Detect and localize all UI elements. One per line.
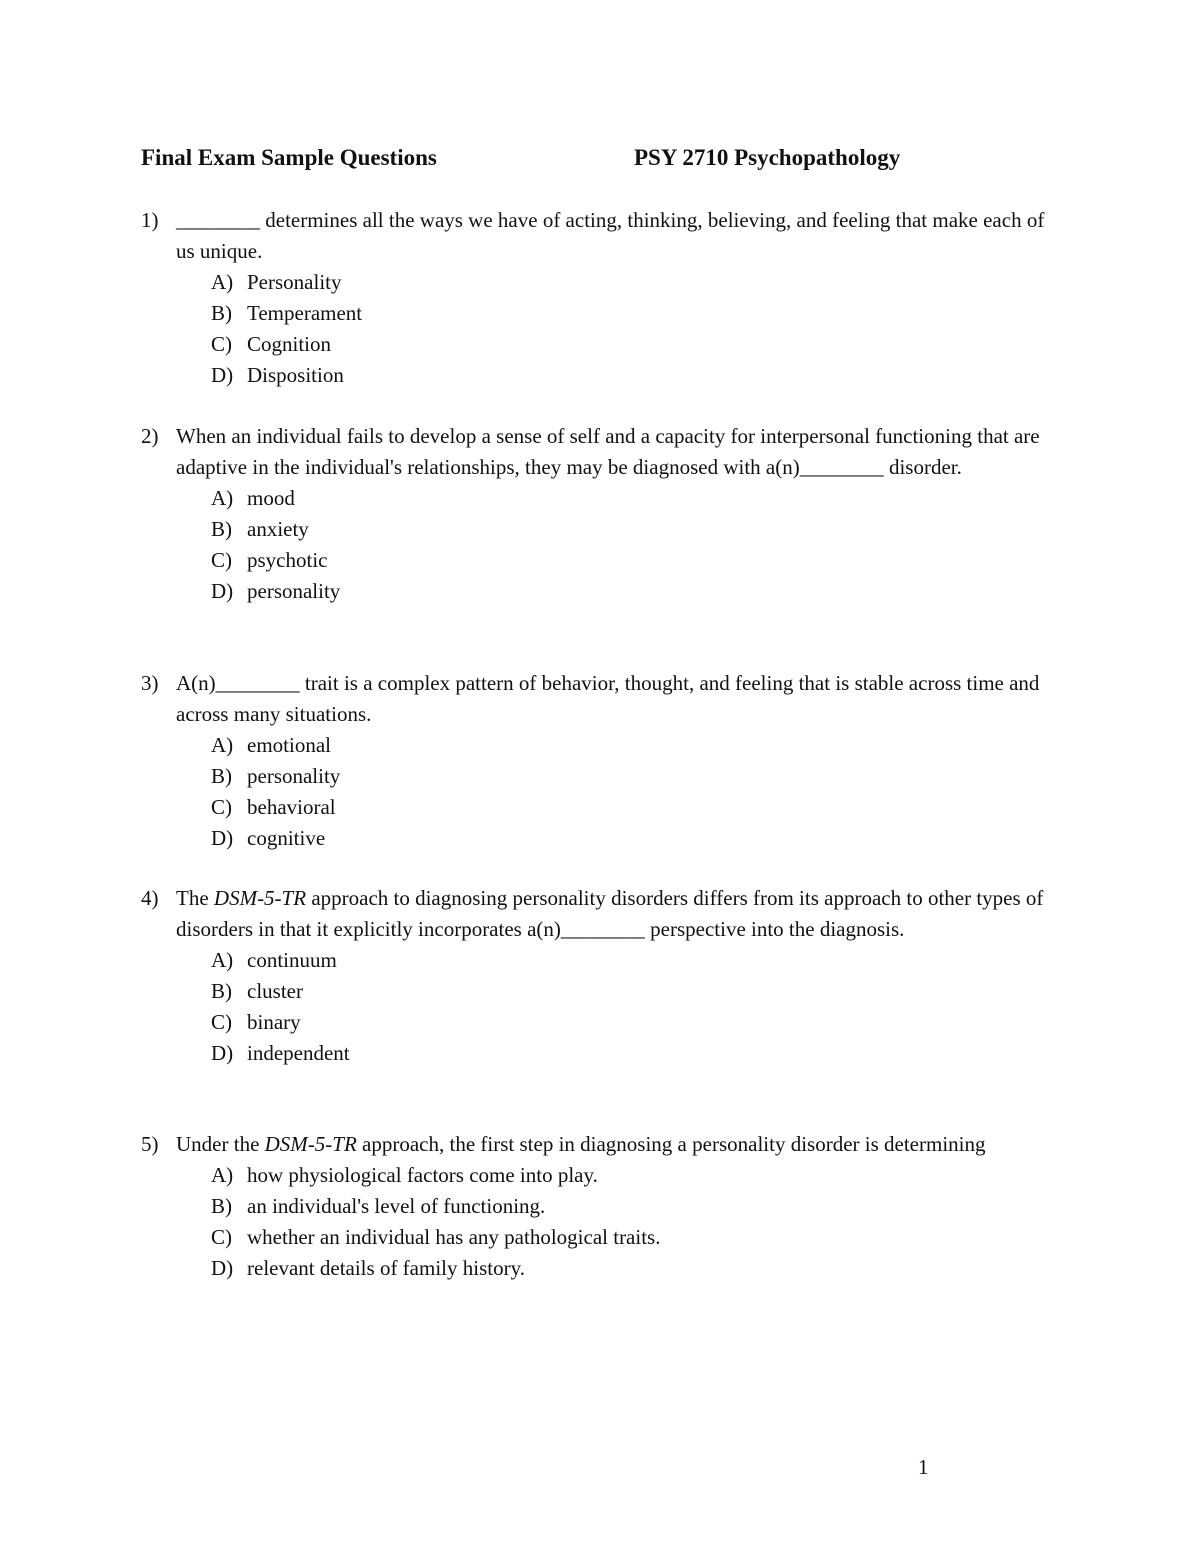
answer-options bbox=[211, 267, 1061, 391]
option-letter: B) bbox=[211, 979, 232, 1003]
option-text: behavioral bbox=[247, 795, 336, 819]
option-d bbox=[211, 1253, 1061, 1284]
option-letter: D) bbox=[211, 1256, 234, 1280]
option-c bbox=[211, 329, 1061, 360]
option-text: Temperament bbox=[247, 301, 363, 325]
option-a bbox=[211, 1160, 1061, 1191]
option-letter: C) bbox=[211, 1225, 232, 1249]
answer-options bbox=[211, 1160, 1061, 1284]
stem-text: approach, the first step in diagnosing a personality disorder is determining bbox=[356, 1132, 986, 1156]
option-text: anxiety bbox=[247, 517, 309, 541]
option-text: Disposition bbox=[247, 363, 344, 387]
exam-title: Final Exam Sample Questions bbox=[141, 145, 437, 170]
option-text: personality bbox=[247, 579, 341, 603]
option-letter: B) bbox=[211, 301, 232, 325]
option-d bbox=[211, 360, 1061, 391]
option-text: personality bbox=[247, 764, 341, 788]
option-text: binary bbox=[247, 1010, 301, 1034]
option-a bbox=[211, 267, 1061, 298]
option-text: mood bbox=[247, 486, 295, 510]
option-letter: A) bbox=[211, 270, 234, 294]
question-stem bbox=[176, 668, 1061, 730]
stem-text: A(n)________ trait is a complex pattern of behavior, thought, and feeling that is stable across time and across many situations. bbox=[176, 671, 1040, 726]
question-stem bbox=[176, 1129, 1061, 1160]
option-letter: B) bbox=[211, 1194, 232, 1218]
dsm-title: DSM-5-TR bbox=[213, 886, 307, 910]
option-d bbox=[211, 1038, 1061, 1069]
option-text: psychotic bbox=[247, 548, 328, 572]
question-number: 4) bbox=[141, 886, 159, 910]
option-text: cognitive bbox=[247, 826, 326, 850]
option-c bbox=[211, 545, 1061, 576]
option-d bbox=[211, 823, 1061, 854]
page-number: 1 bbox=[918, 1455, 929, 1479]
question-number: 2) bbox=[141, 424, 159, 448]
question-1 bbox=[141, 205, 1061, 391]
option-text: independent bbox=[247, 1041, 350, 1065]
stem-text: Under the bbox=[176, 1132, 265, 1156]
option-letter: D) bbox=[211, 579, 234, 603]
question-2 bbox=[141, 421, 1061, 607]
option-d bbox=[211, 576, 1061, 607]
option-letter: D) bbox=[211, 826, 234, 850]
option-c bbox=[211, 1222, 1061, 1253]
question-stem bbox=[176, 883, 1061, 945]
question-5 bbox=[141, 1129, 1061, 1284]
option-letter: C) bbox=[211, 332, 232, 356]
dsm-title: DSM-5-TR bbox=[264, 1132, 357, 1156]
option-text: an individual's level of functioning. bbox=[247, 1194, 546, 1218]
option-letter: C) bbox=[211, 795, 232, 819]
option-b bbox=[211, 761, 1061, 792]
option-a bbox=[211, 730, 1061, 761]
option-text: Personality bbox=[247, 270, 342, 294]
option-b bbox=[211, 1191, 1061, 1222]
option-c bbox=[211, 1007, 1061, 1038]
option-letter: B) bbox=[211, 764, 232, 788]
question-number: 3) bbox=[141, 671, 159, 695]
option-b bbox=[211, 514, 1061, 545]
question-number: 1) bbox=[141, 208, 159, 232]
question-stem bbox=[176, 205, 1061, 267]
question-stem bbox=[176, 421, 1061, 483]
option-text: how physiological factors come into play. bbox=[247, 1163, 598, 1187]
option-text: cluster bbox=[247, 979, 303, 1003]
question-4 bbox=[141, 883, 1061, 1069]
option-b bbox=[211, 976, 1061, 1007]
option-text: continuum bbox=[247, 948, 337, 972]
option-text: whether an individual has any pathological traits. bbox=[247, 1225, 661, 1249]
option-text: Cognition bbox=[247, 332, 332, 356]
option-letter: A) bbox=[211, 1163, 234, 1187]
question-number: 5) bbox=[141, 1132, 159, 1156]
option-letter: D) bbox=[211, 363, 234, 387]
course-title: PSY 2710 Psychopathology bbox=[634, 145, 901, 170]
answer-options bbox=[211, 483, 1061, 607]
stem-text: The bbox=[176, 886, 214, 910]
option-letter: A) bbox=[211, 733, 234, 757]
option-a bbox=[211, 483, 1061, 514]
stem-text: When an individual fails to develop a sense of self and a capacity for interpersonal functioning that are adaptive in the individual's relationships, they may be diagnosed with a(n)________ disorder. bbox=[176, 424, 1040, 479]
answer-options bbox=[211, 730, 1061, 854]
stem-text: ________ determines all the ways we have of acting, thinking, believing, and feeling that make each of us unique. bbox=[176, 208, 1045, 263]
option-a bbox=[211, 945, 1061, 976]
answer-options bbox=[211, 945, 1061, 1069]
option-text: emotional bbox=[247, 733, 331, 757]
option-letter: C) bbox=[211, 548, 232, 572]
option-letter: A) bbox=[211, 948, 234, 972]
option-c bbox=[211, 792, 1061, 823]
option-letter: D) bbox=[211, 1041, 234, 1065]
stem-text: approach to diagnosing personality disorders differs from its approach to other types of disorders in that it explicitly incorporates a(n)________ perspective into the diagnosis. bbox=[176, 886, 1044, 941]
option-b bbox=[211, 298, 1061, 329]
option-letter: B) bbox=[211, 517, 232, 541]
question-3 bbox=[141, 668, 1061, 854]
option-letter: A) bbox=[211, 486, 234, 510]
option-text: relevant details of family history. bbox=[247, 1256, 525, 1280]
option-letter: C) bbox=[211, 1010, 232, 1034]
